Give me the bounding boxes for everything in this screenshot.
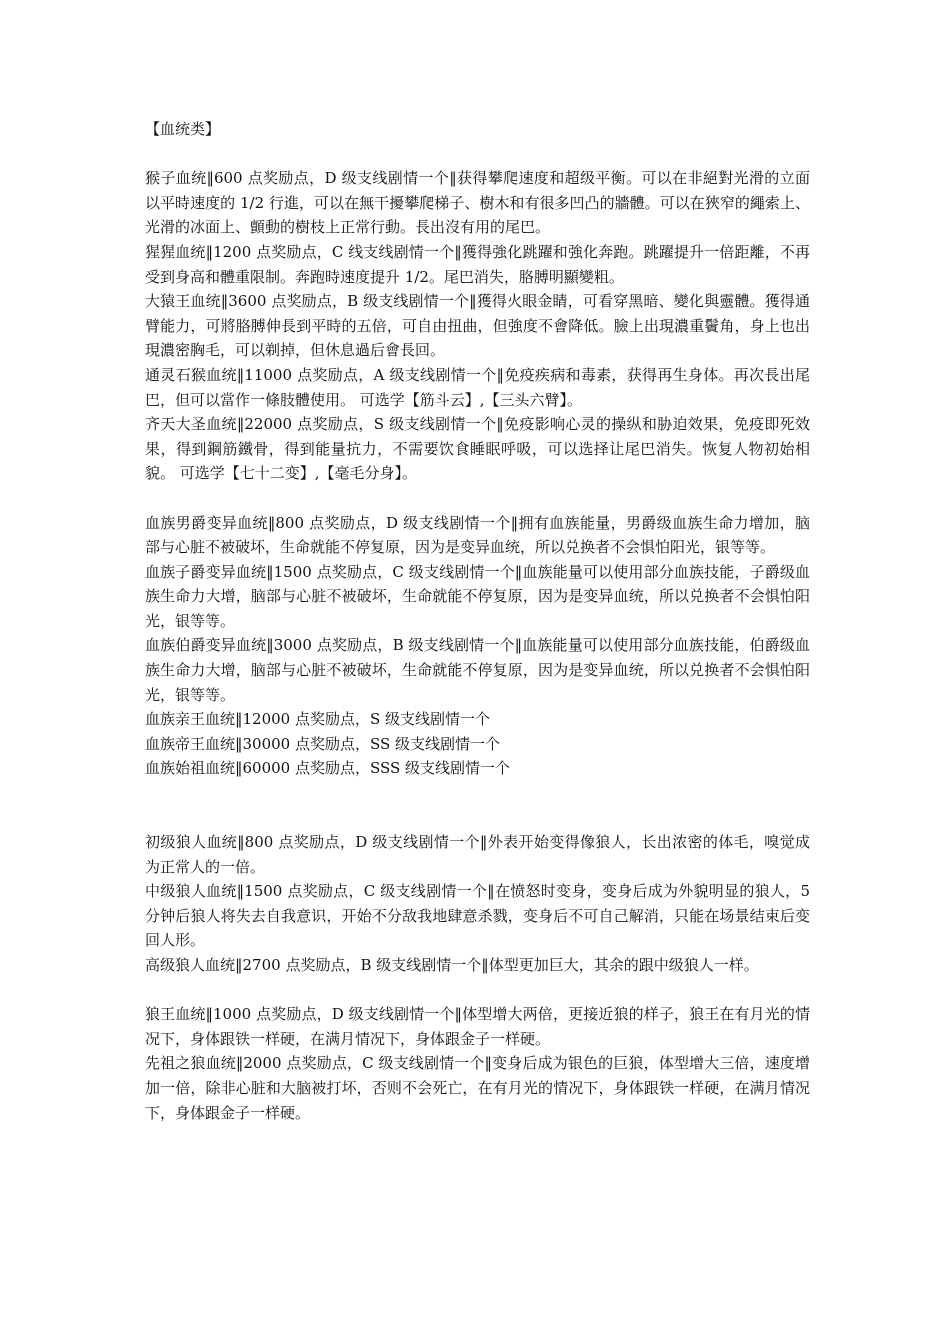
document-body [145, 117, 810, 1125]
paragraph-ancestral-wolf: 先祖之狼血统‖2000 点奖励点，C 级支线剧情一个‖变身后成为银色的巨狼，体型增大三倍，速度增加一倍，除非心脏和大脑被打坏，否则不会死亡，在有月光的情况下，身体跟铁一样硬，在满月情况下，身体跟金子一样硬。 [145, 1054, 810, 1122]
paragraph-werewolf-advanced: 高级狼人血统‖2700 点奖励点，B 级支线剧情一个‖体型更加巨大，其余的跟中级狼人一样。 [145, 956, 759, 974]
wolf-king-bloodline-group [145, 1002, 810, 1125]
spacer [145, 142, 810, 167]
paragraph-stone-monkey: 通灵石猴血统‖11000 点奖励点，A 级支线剧情一个‖免疫疾病和毒素，获得再生身体。再次長出尾巴，但可以當作一條肢體使用。 可选学【筋斗云】,【三头六臂】。 [145, 365, 810, 409]
paragraph-vampire-emperor: 血族帝王血统‖30000 点奖励点，SS 级支线剧情一个 [145, 734, 501, 753]
monkey-bloodline-group [145, 166, 810, 486]
paragraph-vampire-earl: 血族伯爵变异血统‖3000 点奖励点，B 级支线剧情一个‖血族能量可以使用部分血族技能，伯爵级血族生命力大增，脑部与心脏不被破坏，生命就能不停复原，因为是变异血统，所以兑换者不会惧怕阳光，银等等。 [145, 636, 810, 704]
paragraph-vampire-progenitor: 血族始祖血统‖60000 点奖励点，SSS 级支线剧情一个 [145, 759, 511, 778]
paragraph-wolf-king: 狼王血统‖1000 点奖励点，D 级支线剧情一个‖体型增大两倍，更接近狼的样子，狼王在有月光的情况下，身体跟铁一样硬，在满月情况下，身体跟金子一样硬。 [145, 1005, 810, 1048]
paragraph-great-ape-king: 大猿王血统‖3600 点奖励点，B 级支线剧情一个‖獲得火眼金睛，可看穿黑暗、變化與靈體。獲得通臂能力，可將胳膊伸長到平時的五倍，可自由扭曲，但強度不會降低。臉上出現濃重鬢角，身上也出現濃密胸毛，可以剃掉，但休息過后會長回。 [145, 292, 810, 360]
paragraph-vampire-prince: 血族亲王血统‖12000 点奖励点，S 级支线剧情一个 [145, 710, 491, 729]
vampire-bloodline-group [145, 511, 810, 782]
werewolf-bloodline-group [145, 830, 810, 978]
paragraph-great-sage: 齐天大圣血统‖22000 点奖励点，S 级支线剧情一个‖免疫影响心灵的操纵和胁迫效果，免疫即死效果，得到鋼筋鐵骨，得到能量抗力，不需要饮食睡眠呼吸，可以选择让尾巴消失。恢复人物初始相貌。 可选学【七十二变】,【毫毛分身】。 [145, 415, 810, 483]
spacer [145, 486, 810, 511]
section-heading: 【血统类】 [145, 120, 221, 138]
paragraph-vampire-viscount: 血族子爵变异血统‖1500 点奖励点，C 级支线剧情一个‖血族能量可以使用部分血族技能，子爵级血族生命力大增，脑部与心脏不被破坏，生命就能不停复原，因为是变异血统，所以兑换者不会惧怕阳光，银等等。 [145, 562, 810, 630]
paragraph-werewolf-intermediate: 中级狼人血统‖1500 点奖励点，C 级支线剧情一个‖在愤怒时变身，变身后成为外貌明显的狼人，5 分钟后狼人将失去自我意识，开始不分敌我地肆意杀戮，变身后不可自己解消，只能在场景结束后变回人形。 [145, 882, 810, 950]
paragraph-werewolf-basic: 初级狼人血统‖800 点奖励点，D 级支线剧情一个‖外表开始变得像狼人，长出浓密的体毛，嗅觉成为正常人的一倍。 [145, 833, 810, 876]
paragraph-orangutan: 猩猩血统‖1200 点奖励点，C 线支线剧情一个‖獲得強化跳躍和強化奔跑。跳躍提升一倍距離，不再受到身高和體重限制。奔跑時速度提升 1/2。尾巴消失，胳膊明顯變粗。 [145, 242, 810, 286]
paragraph-vampire-baron: 血族男爵变异血统‖800 点奖励点，D 级支线剧情一个‖拥有血族能量，男爵级血族生命力增加，脑部与心脏不被破坏，生命就能不停复原，因为是变异血统，所以兑换者不会惧怕阳光，银等等。 [145, 513, 810, 557]
spacer [145, 978, 810, 1003]
paragraph-monkey: 猴子血统‖600 点奖励点，D 级支线剧情一个‖获得攀爬速度和超级平衡。可以在非絕對光滑的立面以平時速度的 1/2 行進，可以在無干擾攀爬梯子、樹木和有很多凹凸的牆體。可以在狹窄的繩索上、光滑的冰面上、顫動的樹枝上正常行動。長出沒有用的尾巴。 [145, 169, 810, 237]
spacer [145, 781, 810, 830]
